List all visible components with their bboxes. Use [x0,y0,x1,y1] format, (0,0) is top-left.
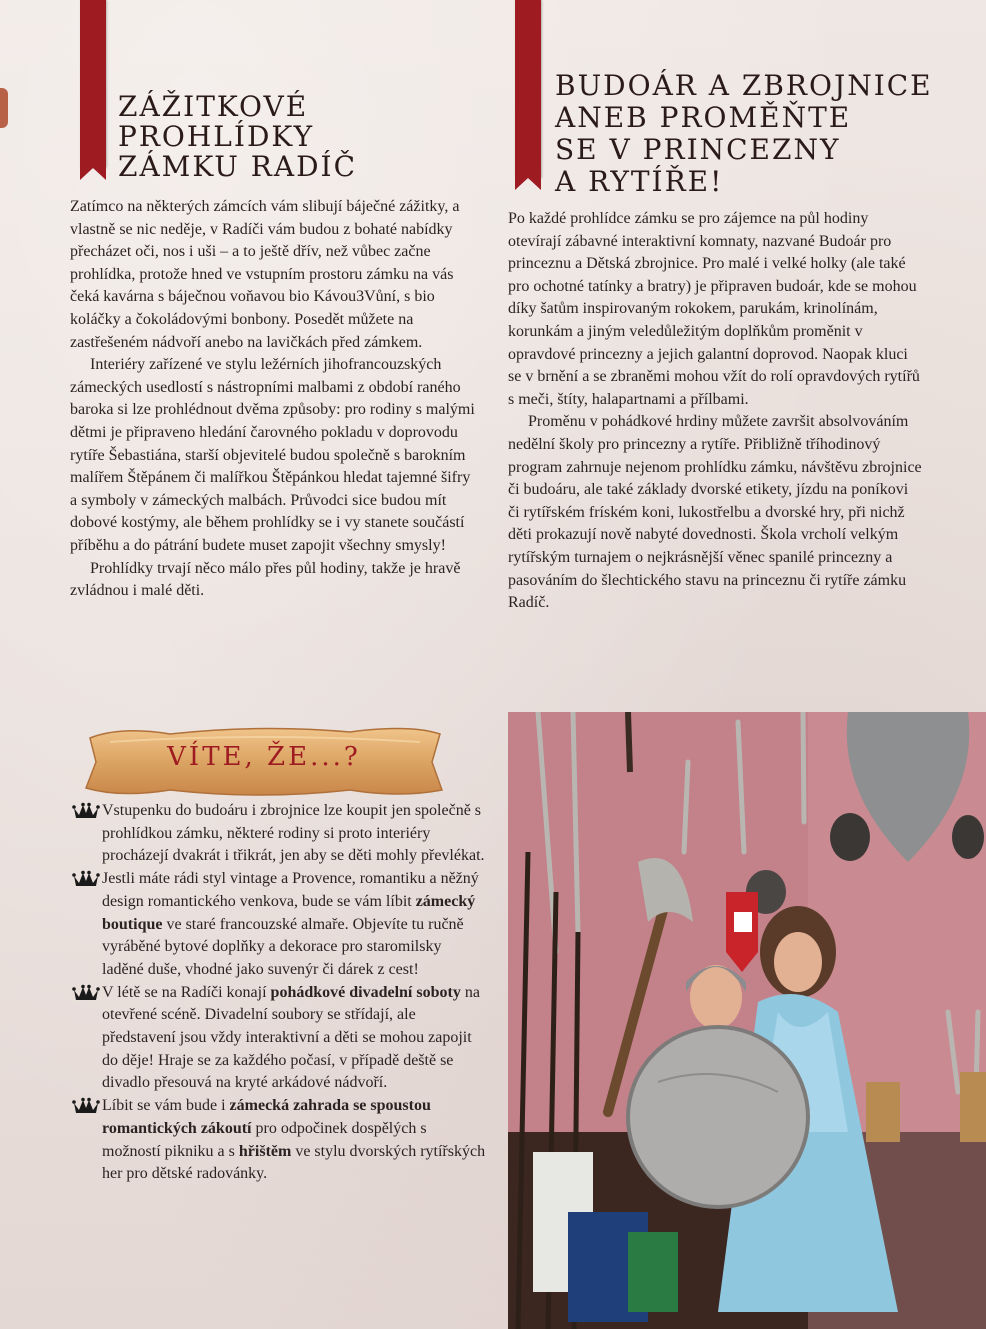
right-ribbon-bookmark [515,0,541,178]
paragraph: Proměnu v pohádkové hrdiny můžete završit absolvováním nedělní školy pro princezny a rytíře. Přibližně tříhodinový program zahrnuje nejenom prohlídku zámku, návštěvu zbrojnice či budoáru, ale také základy dvorské etikety, jízdu na poníkovi či rytířském fríském koni, lukostřelbu a dvorské hry, při nichž děti prokazují nově nabyté dovednosti. Škola vrcholí velkým rytířským turnajem o nejkrásnější věnec spanilé princezny a pasováním do šlechtického stavu na princeznu či rytíře zámku Radíč. [508,413,922,612]
highlight-text: zámecký boutique [102,892,476,933]
fact-item [72,1095,486,1186]
left-section-title: ZÁŽITKOVÉ PROHLÍDKY ZÁMKU RADÍČ [118,90,357,183]
did-you-know-list [72,800,486,1186]
paragraph: Prohlídky trvají něco málo přes půl hodiny, takže je hravě zvládnou i malé děti. [70,559,461,600]
photo-children-in-armory [508,712,986,1329]
left-article-body [70,196,478,603]
fact-text: V létě se na Radíči konají [102,983,271,1001]
crown-icon [72,870,100,888]
fact-text: Líbit se vám bude i [102,1097,230,1115]
fact-item [72,982,486,1096]
fact-item [72,800,486,868]
fact-text: Jestli máte rádi styl vintage a Provence, romantiku a něžný design romantického venkova, bude se vám líbit [102,870,479,910]
fact-text: na otevřené scéně. Divadelní soubory se střídají, ale představení jsou vždy interaktivní a děti se mohou zapojit do děje! Hraje se za každého počasí, v případě deště se divadlo přesouvá na kryté arkádové nádvoří. [102,983,480,1092]
right-article-body [508,208,922,615]
crown-icon [72,802,100,820]
did-you-know-banner [80,720,448,804]
did-you-know-heading: VÍTE, ŽE...? [167,742,361,772]
highlight-text: pohádkové divadelní soboty [270,983,461,1001]
edge-decoration [0,88,8,128]
right-section-title: BUDOÁR A ZBROJNICE ANEB PROMĚŇTE SE V PRINCEZNY A RYTÍŘE! [555,69,933,198]
fact-text: Vstupenku do budoáru i zbrojnice lze koupit jen společně s prohlídkou zámku, některé rodiny si proto interiéry procházejí dvakrát i třikrát, jen aby se děti mohly převlékat. [102,802,485,865]
paragraph: Po každé prohlídce zámku se pro zájemce na půl hodiny otevírají zábavné interaktivní komnaty, nazvané Budoár pro princeznu a Dětská zbrojnice. Pro malé i velké holky (ale také pro ochotné tatínky a bratry) je připraven budoár, kde se mohou díky šatům inspirovaným rokokem, parukám, krinolínám, korunkám a jiným veledůležitým doplňkům proměnit v opravdové princezny a jejich galantní doprovod. Naopak kluci se v brnění a se zbraněmi mohou vžít do rolí opravdových rytířů s meči, štíty, halapartnami a přílbami. [508,210,920,408]
crown-icon [72,984,100,1002]
highlight-text: zámecká zahrada se spoustou romantických zákoutí [102,1097,431,1137]
fact-text: pro odpočinek dospělých s možností pikniku a s [102,1119,427,1160]
paragraph: Zatímco na některých zámcích vám slibují báječné zážitky, a vlastně se nic neděje, v Radíči vám budou z bohaté nabídky přecházet oči, nos i uši – a to ještě dřív, než vůbec začne prohlídka, protože hned ve vstupním prostoru zámku na vás čeká kavárna s báječnou voňavou bio Kávou3Vůní, s bio koláčky a čokoládovými bonbony. Posedět můžete na zastřešeném nádvoří anebo na lavičkách před zámkem. [70,198,460,351]
fact-text: ve stylu dvorských rytířských her pro dětské radovánky. [102,1142,486,1183]
fact-text: ve staré francouzské almaře. Objevíte tu ručně vyráběné bytové doplňky a dekorace pro staromilsky laděné duše, vhodné jako suvenýr či dárek z cest! [102,915,464,978]
left-ribbon-bookmark [80,0,106,168]
paragraph: Interiéry zařízené ve stylu ležérních jihofrancouzských zámeckých usedlostí s nástropními malbami z období raného baroka si lze prohlédnout dvěma způsoby: pro rodiny s malými dětmi je připraveno hledání čarovného pokladu v doprovodu rytíře Šebastiána, starší objevitelé budou společně s barokním malířem Štěpánem či malířkou Štěpánkou hledat tajemné šifry a symboly v zámeckých malbách. Průvodci sice budou mít dobové kostýmy, ale během prohlídky se i vy stanete součástí příběhu a do pátrání budete muset zapojit všechny smysly! [70,356,475,554]
fact-item [72,868,486,982]
highlight-text: hřištěm [238,1142,292,1160]
crown-icon [72,1097,100,1115]
